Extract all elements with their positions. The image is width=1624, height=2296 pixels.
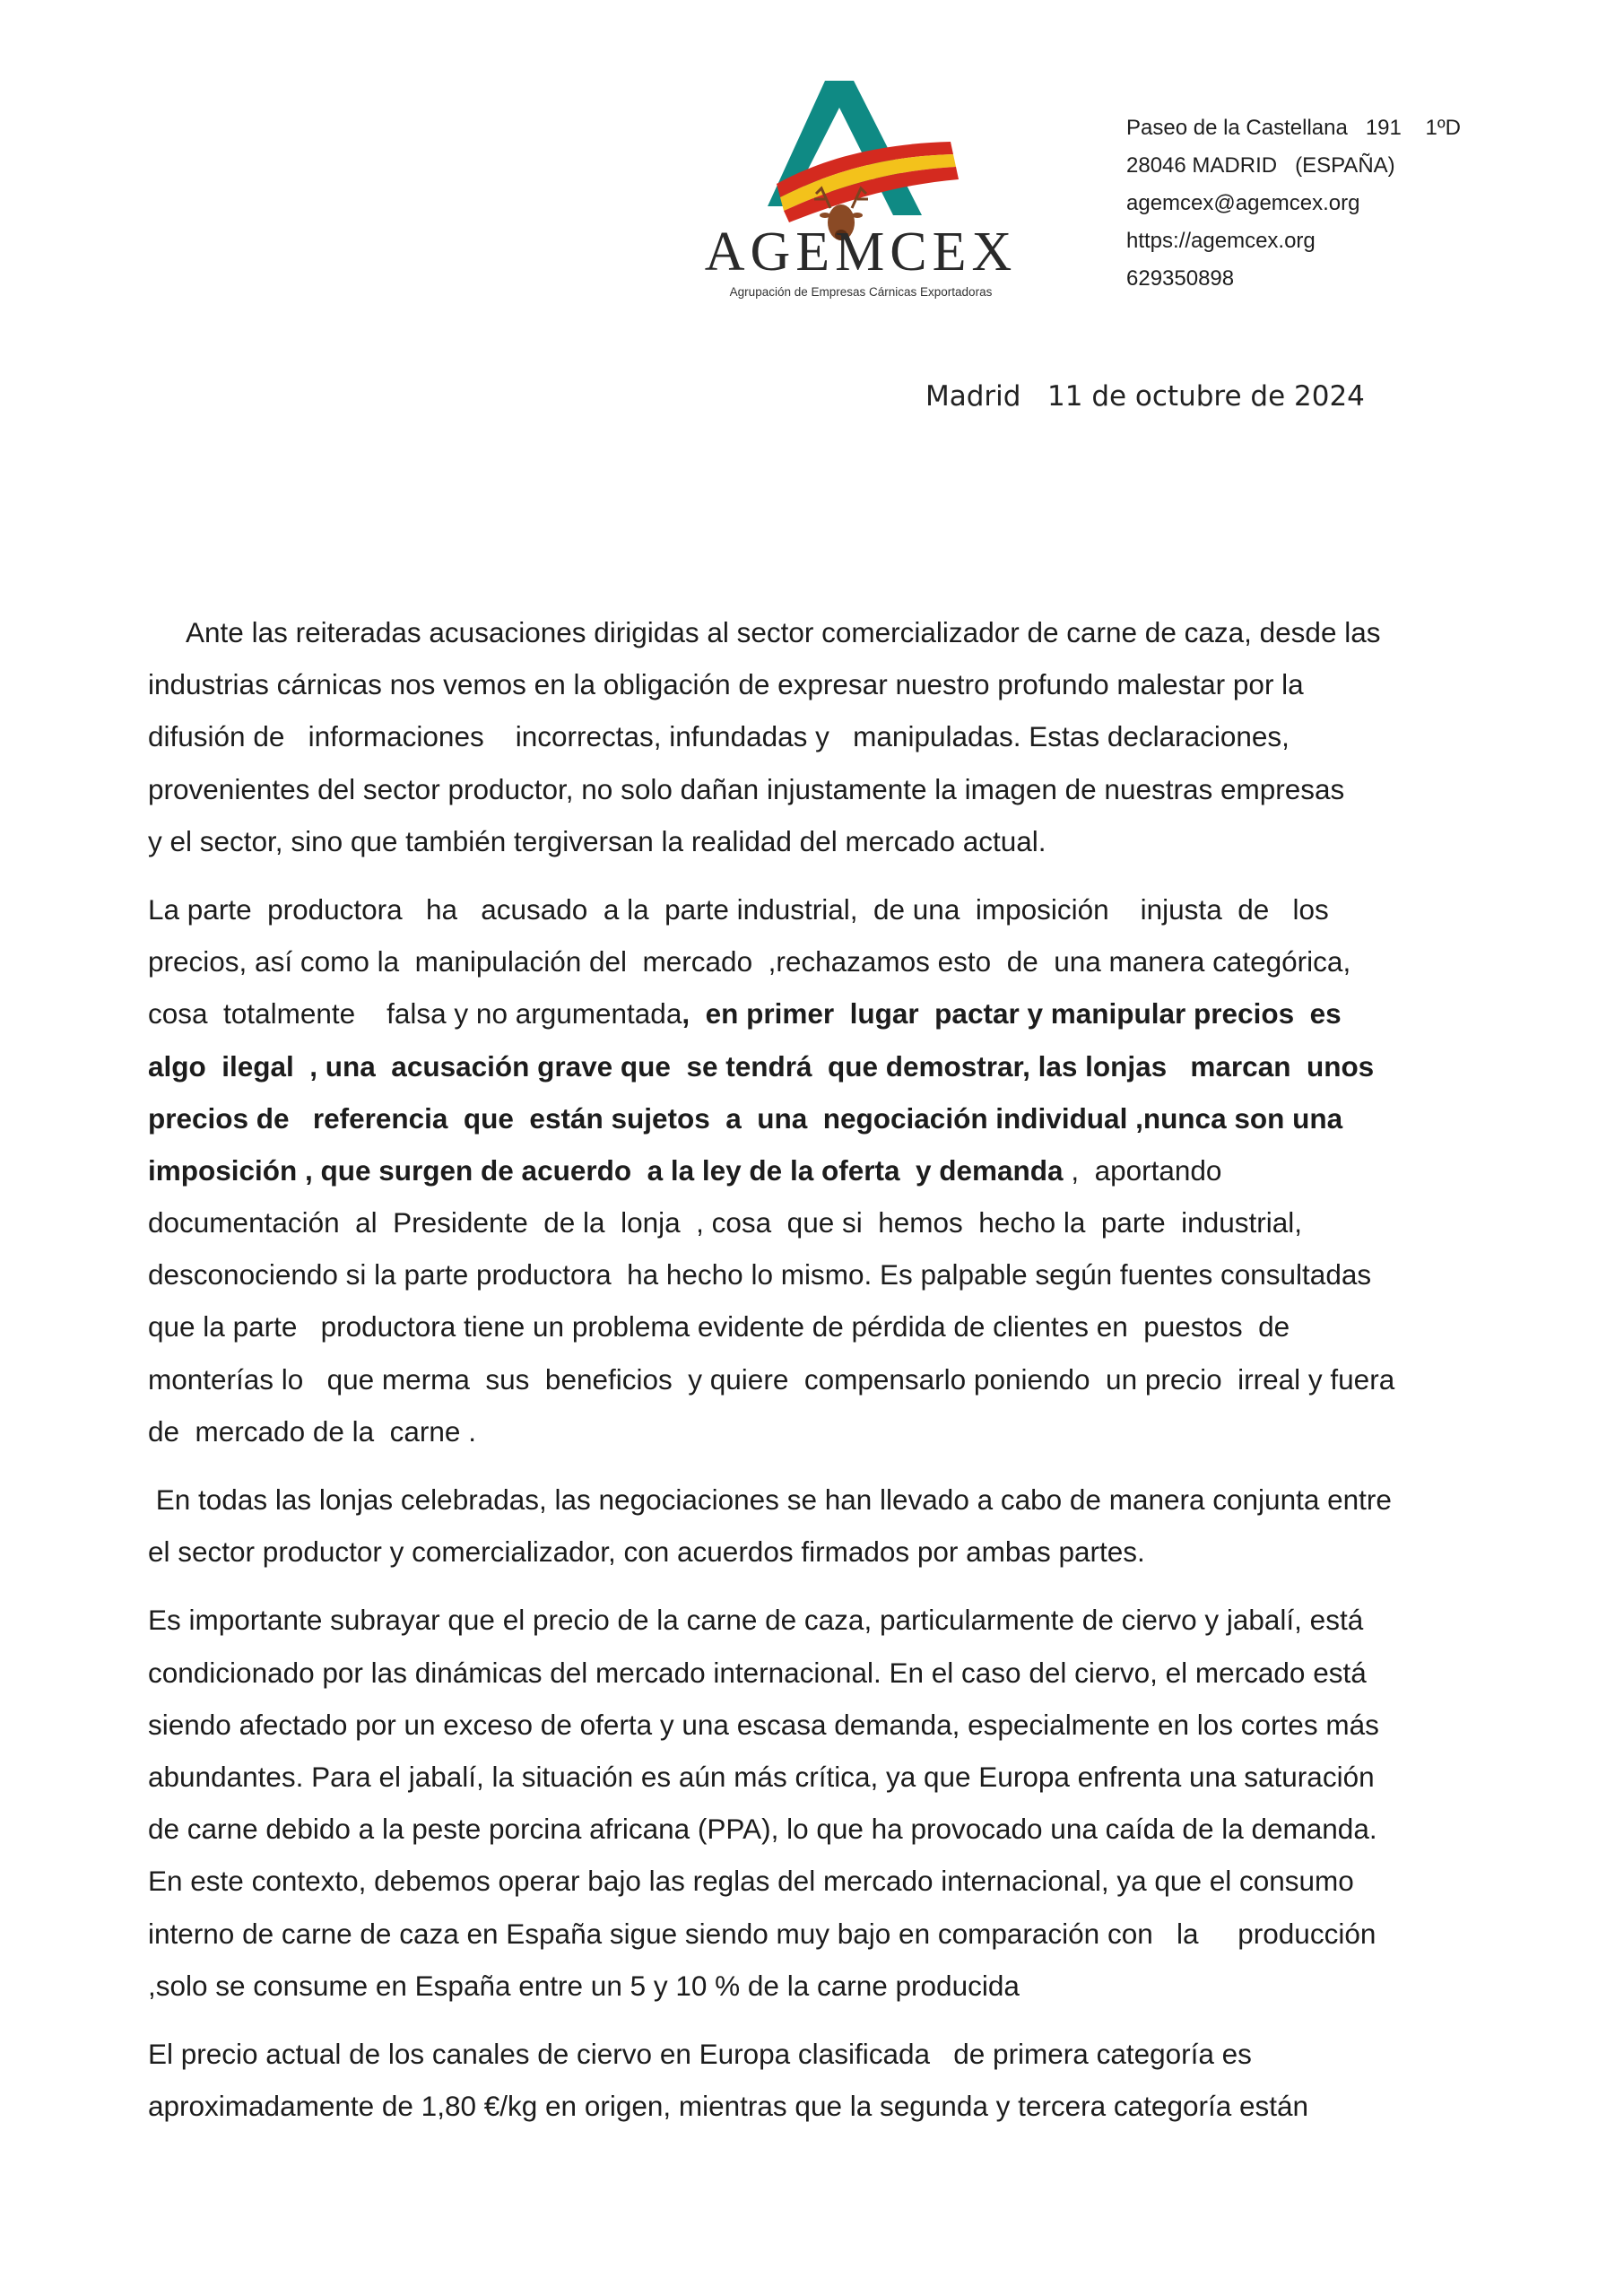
text-line: y el sector, sino que también tergiversan la realidad del mercado actual. — [148, 824, 1046, 857]
text-line: abundantes. Para el jabalí, la situación es aún más crítica, ya que Europa enfrenta una saturación — [148, 1760, 1375, 1793]
address-email: agemcex@agemcex.org — [1126, 191, 1360, 215]
text-line: de mercado de la carne . — [148, 1414, 476, 1448]
paragraph-5 — [148, 2028, 1493, 2132]
company-logo — [690, 72, 1031, 314]
text-line: provenientes del sector productor, no solo dañan injustamente la imagen de nuestras empresas — [148, 772, 1345, 805]
text-line: aproximadamente de 1,80 €/kg en origen, mientras que la segunda y tercera categoría están — [148, 2090, 1309, 2123]
sender-address — [1126, 109, 1461, 298]
text-line: condicionado por las dinámicas del mercado internacional. En el caso del ciervo, el mercado está — [148, 1656, 1367, 1689]
letter-date: Madrid 11 de octubre de 2024 — [925, 380, 1365, 413]
address-website: https://agemcex.org — [1126, 229, 1316, 253]
logo-wordmark: AGEMCEX — [704, 222, 1018, 283]
text-line: documentación al Presidente de la lonja , cosa que si hemos hecho la parte industrial, — [148, 1206, 1302, 1239]
text-line — [148, 1144, 1493, 1196]
bold-text-line: precios de referencia que están sujetos a una negociación individual ,nunca son una — [148, 1101, 1343, 1135]
paragraph-3 — [148, 1474, 1493, 1578]
bold-text-run: , en primer lugar pactar y manipular precios es — [682, 997, 1342, 1031]
text-line — [148, 987, 1493, 1039]
address-phone: 629350898 — [1126, 266, 1235, 291]
address-street: Paseo de la Castellana 191 1ºD — [1126, 116, 1461, 140]
text-line: ,solo se consume en España entre un 5 y 10 % de la carne producida — [148, 1969, 1020, 2002]
text-line: siendo afectado por un exceso de oferta y una escasa demanda, especialmente en los cortes más — [148, 1708, 1379, 1741]
paragraph-4 — [148, 1594, 1493, 2012]
text-line: precios, así como la manipulación del mercado ,rechazamos esto de una manera categórica, — [148, 945, 1351, 978]
letter-body — [148, 606, 1493, 2148]
text-line: de carne debido a la peste porcina africana (PPA), lo que ha provocado una caída de la demanda. — [148, 1813, 1377, 1846]
text-run: cosa totalmente falsa y no argumentada — [148, 997, 682, 1031]
text-line: difusión de informaciones incorrectas, infundadas y manipuladas. Estas declaraciones, — [148, 720, 1290, 753]
text-run: , aportando — [1063, 1153, 1222, 1187]
paragraph-2 — [148, 883, 1493, 1457]
text-line: el sector productor y comercializador, con acuerdos firmados por ambas partes. — [148, 1535, 1145, 1569]
text-line: El precio actual de los canales de ciervo en Europa clasificada de primera categoría es — [148, 2037, 1252, 2070]
text-line: La parte productora ha acusado a la parte industrial, de una imposición injusta de los — [148, 892, 1329, 926]
text-line: Es importante subrayar que el precio de la carne de caza, particularmente de ciervo y jabalí, está — [148, 1604, 1364, 1637]
bold-text-line: algo ilegal , una acusación grave que se tendrá que demostrar, las lonjas marcan unos — [148, 1049, 1375, 1083]
bold-text-run: imposición , que surgen de acuerdo a la ley de la oferta y demanda — [148, 1153, 1064, 1187]
text-line: Ante las reiteradas acusaciones dirigidas al sector comercializador de carne de caza, desde las — [148, 616, 1381, 648]
text-line: desconociendo si la parte productora ha hecho lo mismo. Es palpable según fuentes consultadas — [148, 1258, 1372, 1292]
address-city: 28046 MADRID (ESPAÑA) — [1126, 153, 1395, 178]
text-line: En todas las lonjas celebradas, las negociaciones se han llevado a cabo de manera conjunta entre — [148, 1483, 1392, 1516]
text-line: En este contexto, debemos operar bajo las reglas del mercado internacional, ya que el consumo — [148, 1865, 1354, 1898]
logo-tagline: Agrupación de Empresas Cárnicas Exportadoras — [729, 285, 993, 299]
paragraph-1 — [148, 606, 1493, 867]
text-line: monterías lo que merma sus beneficios y quiere compensarlo poniendo un precio irreal y fuera — [148, 1362, 1395, 1396]
text-line: industrias cárnicas nos vemos en la obligación de expresar nuestro profundo malestar por la — [148, 668, 1304, 701]
text-line: interno de carne de caza en España sigue siendo muy bajo en comparación con la producción — [148, 1917, 1376, 1950]
text-line: que la parte productora tiene un problema evidente de pérdida de clientes en puestos de — [148, 1310, 1290, 1344]
